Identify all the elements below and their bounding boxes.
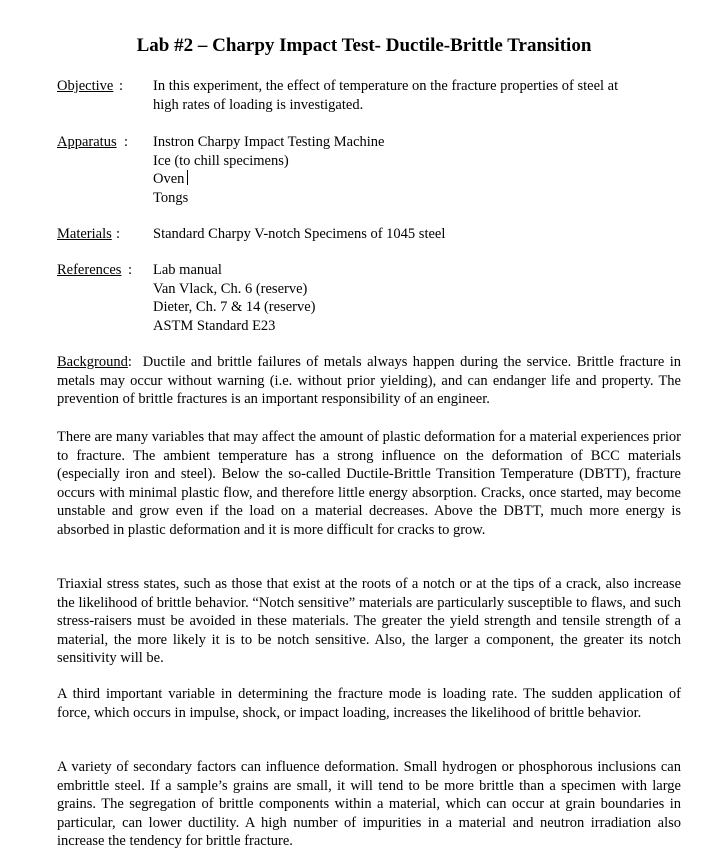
document-title: Lab #2 – Charpy Impact Test- Ductile-Brittle Transition: [136, 35, 592, 56]
body-paragraph: There are many variables that may affect the amount of plastic deformation for a material experiences prior to fracture. The ambient temperature has a strong influence on the deformation of BCC materials (especially iron and steel). Below the so-called Ductile-Brittle Transition Temperature (DBTT), fracture occurs with minimal plastic flow, and therefore little energy absorption. Cracks, once started, may become unstable and grow even if the load on a material decreases. Above the DBTT, much more energy is absorbed in plastic deformation and it is more difficult for cracks to grow.: [57, 429, 681, 538]
background-label: Background: [57, 354, 128, 370]
references-list: [153, 261, 693, 335]
materials-item: Standard Charpy V-notch Specimens of 1045 steel: [153, 226, 446, 242]
background-paragraph: Background: Ductile and brittle failures of metals always happen during the service. Brittle fracture in metals may occur without warning (i.e. without prior yielding), and can endanger life and property. The prevention of brittle fractures is an important responsibility of an engineer.: [57, 354, 681, 407]
apparatus-item: Instron Charpy Impact Testing Machine: [153, 134, 385, 150]
materials-list: [153, 225, 693, 244]
apparatus-label: Apparatus: [57, 134, 117, 150]
apparatus-item: Tongs: [153, 189, 189, 206]
body-paragraph: A variety of secondary factors can influence deformation. Small hydrogen or phosphorous inclusions can embrittle steel. If a sample’s grains are small, it will tend to be more brittle than a specimen with large grains. The segregation of brittle components within a material, which can occur at grain boundaries in particular, can lower ductility. A high number of impurities in a material and neutron irradiation also increase the tendency for brittle fracture.: [57, 759, 681, 849]
objective-text: [153, 77, 693, 114]
document-page: Lab #2 – Charpy Impact Test- Ductile-Brittle Transition Objective : In this experiment, the effect of temperature on the fracture properties of steel at high rates of loading is investigated. Apparatus : Instron Charpy Impact Testing Machine Ice (to chill specimens) Oven Tongs Materials : Standard Charpy V-notch Specimens of 1045 steel References : Lab manual Van Vlack, Ch. 6 (reserve) Dieter, Ch. 7 & 14 (reserve) ASTM Standard E23 Background: Ductile and brittle failures of metals always happen during the service. Brittle fracture in metals may occur without warning (i.e. without prior yielding), and can endanger life and property. The prevention of brittle fractures is an important responsibility of an engineer. There are many variables that may affect the amount of plastic deformation for a material experiences prior to fracture. The ambient temperature has a strong influence on the deformation of BCC materials (especially iron and steel). Below the so-called Ductile-Brittle Transition Temperature (DBTT), fracture occurs with minimal plastic flow, and therefore little energy absorption. Cracks, once started, may become unstable and grow even if the load on a material decreases. Above the DBTT, much more energy is absorbed in plastic deformation and it is more difficult for cracks to grow. Triaxial stress states, such as those that exist at the roots of a notch or at the tips of a crack, also increase the likelihood of brittle behavior. “Notch sensitive” materials are particularly susceptible to flaws, and such stress-raisers must be avoided in these materials. The greater the yield strength and tensile strength of a material, the more likely it is to be notch sensitive. Also, the larger a component, the greater its notch sensitivity will be. A third important variable in determining the fracture mode is loading rate. The sudden application of force, which occurs in impulse, shock, or impact loading, increases the likelihood of brittle behavior. A variety of secondary factors can influence deformation. Small hydrogen or phosphorous inclusions can embrittle steel. If a sample’s grains are small, it will tend to be more brittle than a specimen with large grains. The segregation of brittle components within a material, which can occur at grain boundaries in particular, can lower ductility. A high number of impurities in a material and neutron irradiation also increase the tendency for brittle fracture.: [0, 0, 728, 858]
apparatus-item: Ice (to chill specimens): [153, 152, 289, 169]
apparatus-item: Oven: [153, 170, 693, 189]
reference-item: Lab manual: [153, 262, 222, 278]
body-paragraph: Triaxial stress states, such as those that exist at the roots of a notch or at the tips of a crack, also increase the likelihood of brittle behavior. “Notch sensitive” materials are particularly susceptible to flaws, and such stress-raisers must be avoided in these materials. The greater the yield strength and tensile strength of a material, the more likely it is to be notch sensitive. Also, the larger a component, the greater its notch sensitivity will be.: [57, 576, 681, 666]
reference-item: Van Vlack, Ch. 6 (reserve): [153, 280, 308, 297]
apparatus-list: [153, 133, 693, 207]
objective-line: high rates of loading is investigated.: [153, 96, 364, 113]
text-cursor: [187, 170, 188, 185]
reference-item: Dieter, Ch. 7 & 14 (reserve): [153, 299, 316, 315]
objective-line: In this experiment, the effect of temperature on the fracture properties of steel at: [153, 78, 619, 94]
body-paragraph: A third important variable in determining the fracture mode is loading rate. The sudden application of force, which occurs in impulse, shock, or impact loading, increases the likelihood of brittle behavior.: [57, 686, 681, 721]
background-text: Ductile and brittle failures of metals always happen during the service. Brittle fracture in metals may occur without warning (i.e. without prior yielding), and can endanger life and property. The prevention of brittle fractures is an important responsibility of an engineer.: [57, 354, 681, 407]
objective-label: Objective: [57, 78, 114, 94]
reference-item: ASTM Standard E23: [153, 317, 276, 334]
materials-label: Materials: [57, 226, 112, 242]
references-label: References: [57, 262, 122, 278]
